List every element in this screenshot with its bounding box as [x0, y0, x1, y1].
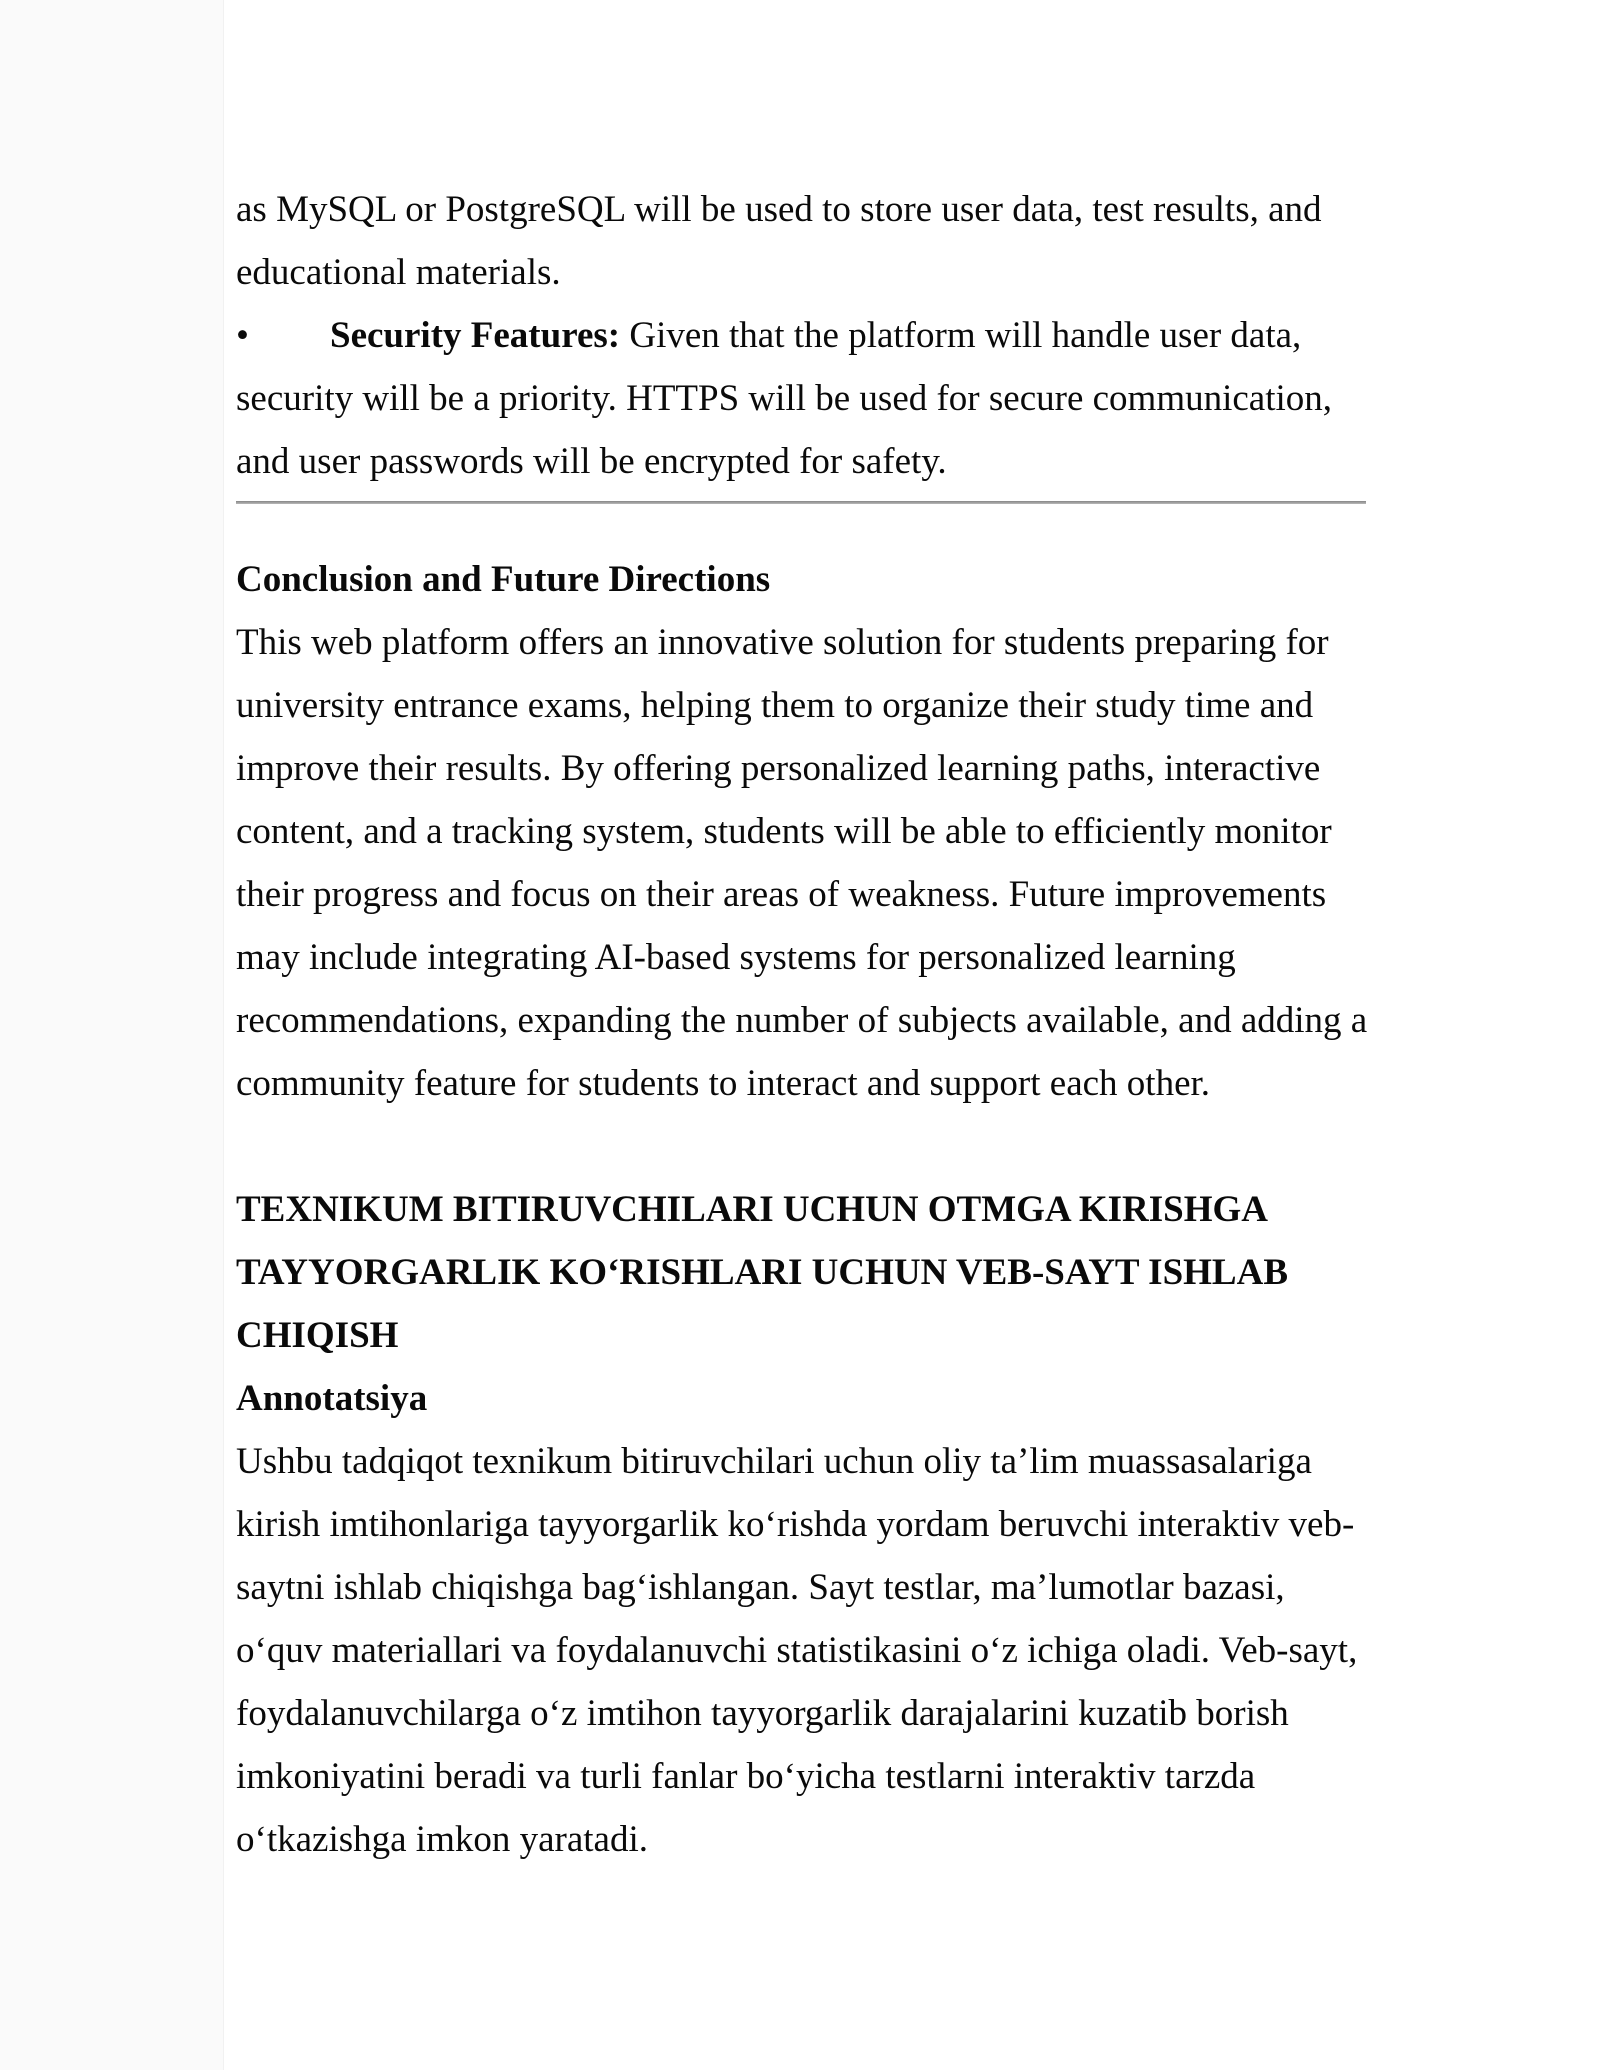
text-line: as MySQL or PostgreSQL will be used to store user data, test results, and — [236, 189, 1322, 230]
section-heading-uzbek-title — [236, 1178, 1416, 1367]
paragraph-annotation — [236, 1430, 1416, 1871]
bullet-text: Given that the platform will handle user data, — [620, 315, 1302, 356]
section-heading-conclusion: Conclusion and Future Directions — [236, 559, 771, 600]
text-line: o‘tkazishga imkon yaratadi. — [236, 1819, 649, 1860]
text-line: educational materials. — [236, 252, 561, 293]
text-line: may include integrating AI-based systems for personalized learning — [236, 937, 1236, 978]
text-line: Ushbu tadqiqot texnikum bitiruvchilari uchun oliy ta’lim muassasalariga — [236, 1441, 1312, 1482]
horizontal-rule — [236, 501, 1366, 504]
text-line: security will be a priority. HTTPS will be used for secure communication, — [236, 378, 1333, 419]
text-line: kirish imtihonlariga tayyorgarlik ko‘rishda yordam beruvchi interaktiv veb- — [236, 1504, 1355, 1545]
bullet-icon: • — [236, 315, 249, 356]
text-line: recommendations, expanding the number of subjects available, and adding a — [236, 1000, 1368, 1041]
subheading-annotatsiya: Annotatsiya — [236, 1378, 428, 1419]
text-line: This web platform offers an innovative solution for students preparing for — [236, 622, 1329, 663]
bullet-label: Security Features: — [330, 315, 621, 356]
paragraph-conclusion — [236, 611, 1416, 1115]
text-line: foydalanuvchilarga o‘z imtihon tayyorgarlik darajalarini kuzatib borish — [236, 1693, 1289, 1734]
text-line: improve their results. By offering personalized learning paths, interactive — [236, 748, 1321, 789]
page-left-margin — [0, 0, 224, 2070]
text-line: university entrance exams, helping them to organize their study time and — [236, 685, 1314, 726]
bullet-first-line — [236, 304, 1416, 367]
text-line: their progress and focus on their areas of weakness. Future improvements — [236, 874, 1327, 915]
document-content — [236, 178, 1416, 1871]
bullet-item-security — [236, 304, 1416, 493]
text-line: imkoniyatini beradi va turli fanlar bo‘yicha testlarni interaktiv tarzda — [236, 1756, 1256, 1797]
text-line: o‘quv materiallari va foydalanuvchi statistikasini o‘z ichiga oladi. Veb-sayt, — [236, 1630, 1358, 1671]
paragraph-database — [236, 178, 1416, 304]
heading-line: CHIQISH — [236, 1315, 399, 1356]
text-line: community feature for students to interact and support each other. — [236, 1063, 1211, 1104]
heading-line: TAYYORGARLIK KO‘RISHLARI UCHUN VEB-SAYT ISHLAB — [236, 1252, 1289, 1293]
text-line: saytni ishlab chiqishga bag‘ishlangan. Sayt testlar, ma’lumotlar bazasi, — [236, 1567, 1285, 1608]
heading-line: TEXNIKUM BITIRUVCHILARI UCHUN OTMGA KIRISHGA — [236, 1189, 1269, 1230]
text-line: and user passwords will be encrypted for safety. — [236, 441, 947, 482]
text-line: content, and a tracking system, students will be able to efficiently monitor — [236, 811, 1332, 852]
